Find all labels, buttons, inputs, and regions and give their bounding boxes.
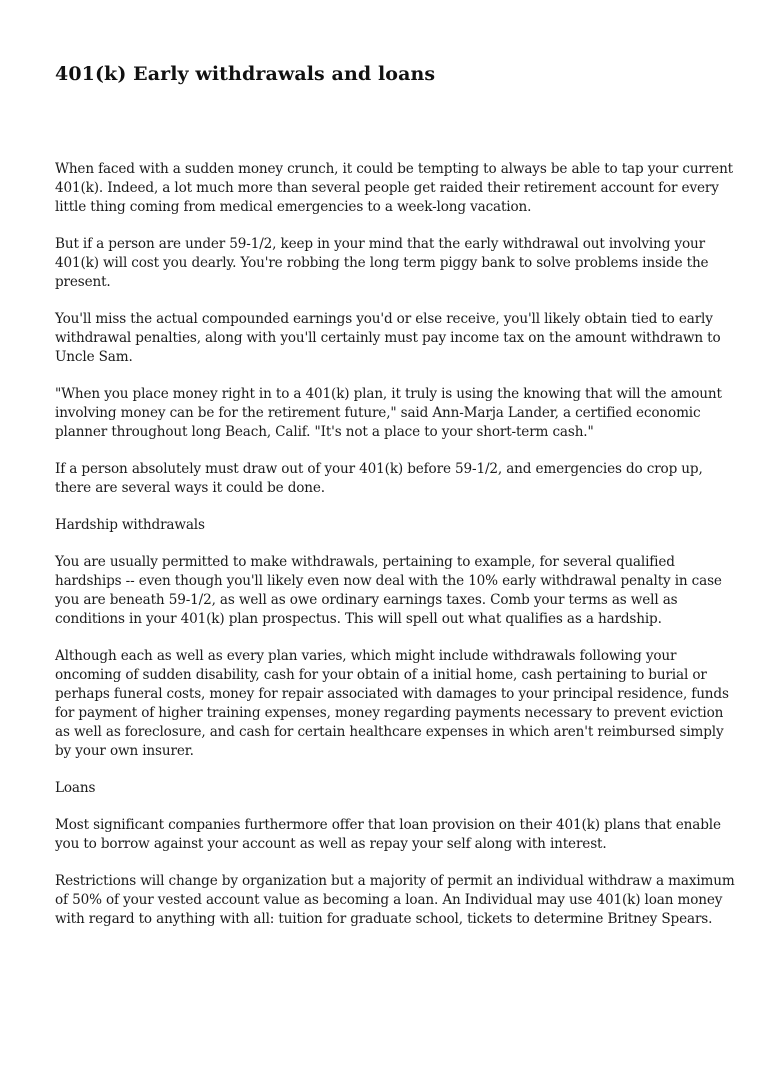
text-line: as well as foreclosure, and cash for certain healthcare expenses in which aren't reimbursed simply xyxy=(55,724,724,740)
text-line: by your own insurer. xyxy=(55,743,194,759)
text-line: Most significant companies furthermore offer that loan provision on their 401(k) plans that enable xyxy=(55,817,721,833)
text-line: little thing coming from medical emergencies to a week-long vacation. xyxy=(55,199,532,215)
paragraph xyxy=(55,235,715,292)
text-line: "When you place money right in to a 401(k) plan, it truly is using the knowing that will the amount xyxy=(55,386,722,402)
text-line: planner throughout long Beach, Calif. "It's not a place to your short-term cash." xyxy=(55,424,594,440)
text-line: 401(k) will cost you dearly. You're robbing the long term piggy bank to solve problems inside the xyxy=(55,255,709,271)
text-line: conditions in your 401(k) plan prospectus. This will spell out what qualifies as a hardship. xyxy=(55,611,662,627)
text-line: When faced with a sudden money crunch, it could be tempting to always be able to tap your current xyxy=(55,161,733,177)
paragraph xyxy=(55,779,715,798)
paragraph xyxy=(55,160,733,217)
text-line: If a person absolutely must draw out of your 401(k) before 59-1/2, and emergencies do crop up, xyxy=(55,461,703,477)
text-line: perhaps funeral costs, money for repair associated with damages to your principal residence, funds xyxy=(55,686,729,702)
text-line: Uncle Sam. xyxy=(55,349,133,365)
text-line: Hardship withdrawals xyxy=(55,517,205,533)
text-line: you are beneath 59-1/2, as well as owe ordinary earnings taxes. Comb your terms as well as xyxy=(55,592,678,608)
paragraph xyxy=(55,460,715,498)
text-line: present. xyxy=(55,274,111,290)
paragraph xyxy=(55,310,721,367)
text-line: you to borrow against your account as well as repay your self along with interest. xyxy=(55,836,607,852)
text-line: Loans xyxy=(55,780,96,796)
text-line: But if a person are under 59-1/2, keep in your mind that the early withdrawal out involving your xyxy=(55,236,705,252)
text-line: for payment of higher training expenses, money regarding payments necessary to prevent eviction xyxy=(55,705,724,721)
paragraph xyxy=(55,385,722,442)
paragraph xyxy=(55,816,721,854)
paragraph xyxy=(55,516,715,535)
paragraph xyxy=(55,553,722,629)
text-line: of 50% of your vested account value as becoming a loan. An Individual may use 401(k) loan money xyxy=(55,892,723,908)
text-line: involving money can be for the retirement future," said Ann-Marja Lander, a certified economic xyxy=(55,405,701,421)
text-line: with regard to anything with all: tuition for graduate school, tickets to determine Britney Spears. xyxy=(55,911,713,927)
paragraph xyxy=(55,872,735,929)
document-body xyxy=(55,160,735,947)
text-line: You'll miss the actual compounded earnings you'd or else receive, you'll likely obtain tied to early xyxy=(55,311,713,327)
text-line: 401(k). Indeed, a lot much more than several people get raided their retirement account for every xyxy=(55,180,719,196)
text-line: there are several ways it could be done. xyxy=(55,480,325,496)
text-line: oncoming of sudden disability, cash for your obtain of a initial home, cash pertaining to burial or xyxy=(55,667,707,683)
text-line: Although each as well as every plan varies, which might include withdrawals following your xyxy=(55,648,677,664)
text-line: withdrawal penalties, along with you'll certainly must pay income tax on the amount withdrawn to xyxy=(55,330,721,346)
page-title: 401(k) Early withdrawals and loans xyxy=(55,63,436,85)
text-line: hardships -- even though you'll likely even now deal with the 10% early withdrawal penalty in case xyxy=(55,573,722,589)
text-line: You are usually permitted to make withdrawals, pertaining to example, for several qualified xyxy=(55,554,675,570)
paragraph xyxy=(55,647,729,761)
text-line: Restrictions will change by organization but a majority of permit an individual withdraw a maximum xyxy=(55,873,735,889)
